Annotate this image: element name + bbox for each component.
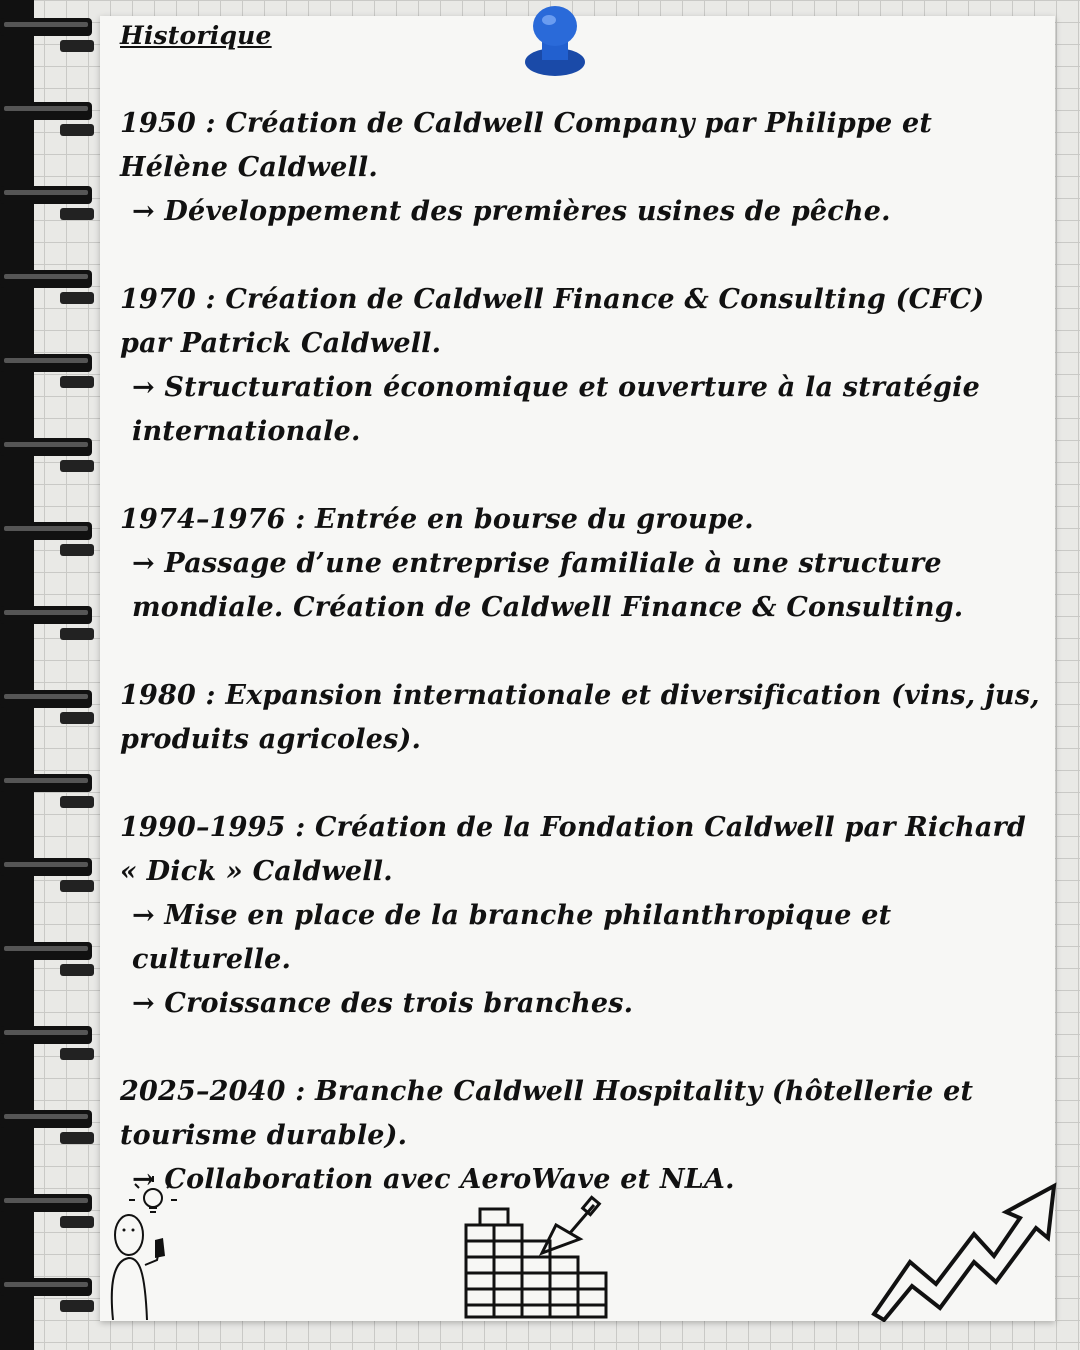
entry-detail: → Passage d’une entreprise familiale à une structure mondiale. Création de Caldwell Finance & Consulting. <box>132 548 964 623</box>
history-entry <box>120 674 1045 762</box>
history-text <box>120 14 1045 1246</box>
entry-detail: → Mise en place de la branche philanthropique et culturelle. <box>132 900 892 975</box>
entry-heading: 1980 : Expansion internationale et diversification (vins, jus, produits agricoles). <box>120 680 1040 755</box>
history-entry <box>120 278 1045 454</box>
entry-heading: 1950 : Création de Caldwell Company par Philippe et Hélène Caldwell. <box>120 108 933 183</box>
entry-detail: → Structuration économique et ouverture à la stratégie internationale. <box>132 372 980 447</box>
history-entry <box>120 498 1045 630</box>
history-entry <box>120 806 1045 1026</box>
entry-detail: → Développement des premières usines de pêche. <box>132 196 891 227</box>
idea-person-icon <box>105 1170 185 1320</box>
entry-heading: 1974–1976 : Entrée en bourse du groupe. <box>120 504 754 535</box>
history-entry <box>120 102 1045 234</box>
entry-heading: 1970 : Création de Caldwell Finance & Consulting (CFC) par Patrick Caldwell. <box>120 284 985 359</box>
brick-wall-trowel-icon <box>460 1195 610 1320</box>
page-title: Historique <box>120 21 272 50</box>
spiral-binding-icon <box>0 0 110 1350</box>
entry-heading: 1990–1995 : Création de la Fondation Caldwell par Richard « Dick » Caldwell. <box>120 812 1027 887</box>
entry-detail: → Collaboration avec AeroWave et NLA. <box>132 1164 735 1195</box>
entry-heading: 2025–2040 : Branche Caldwell Hospitality (hôtellerie et tourisme durable). <box>120 1076 974 1151</box>
growth-arrow-icon <box>870 1182 1060 1322</box>
entry-detail: → Croissance des trois branches. <box>132 988 634 1019</box>
